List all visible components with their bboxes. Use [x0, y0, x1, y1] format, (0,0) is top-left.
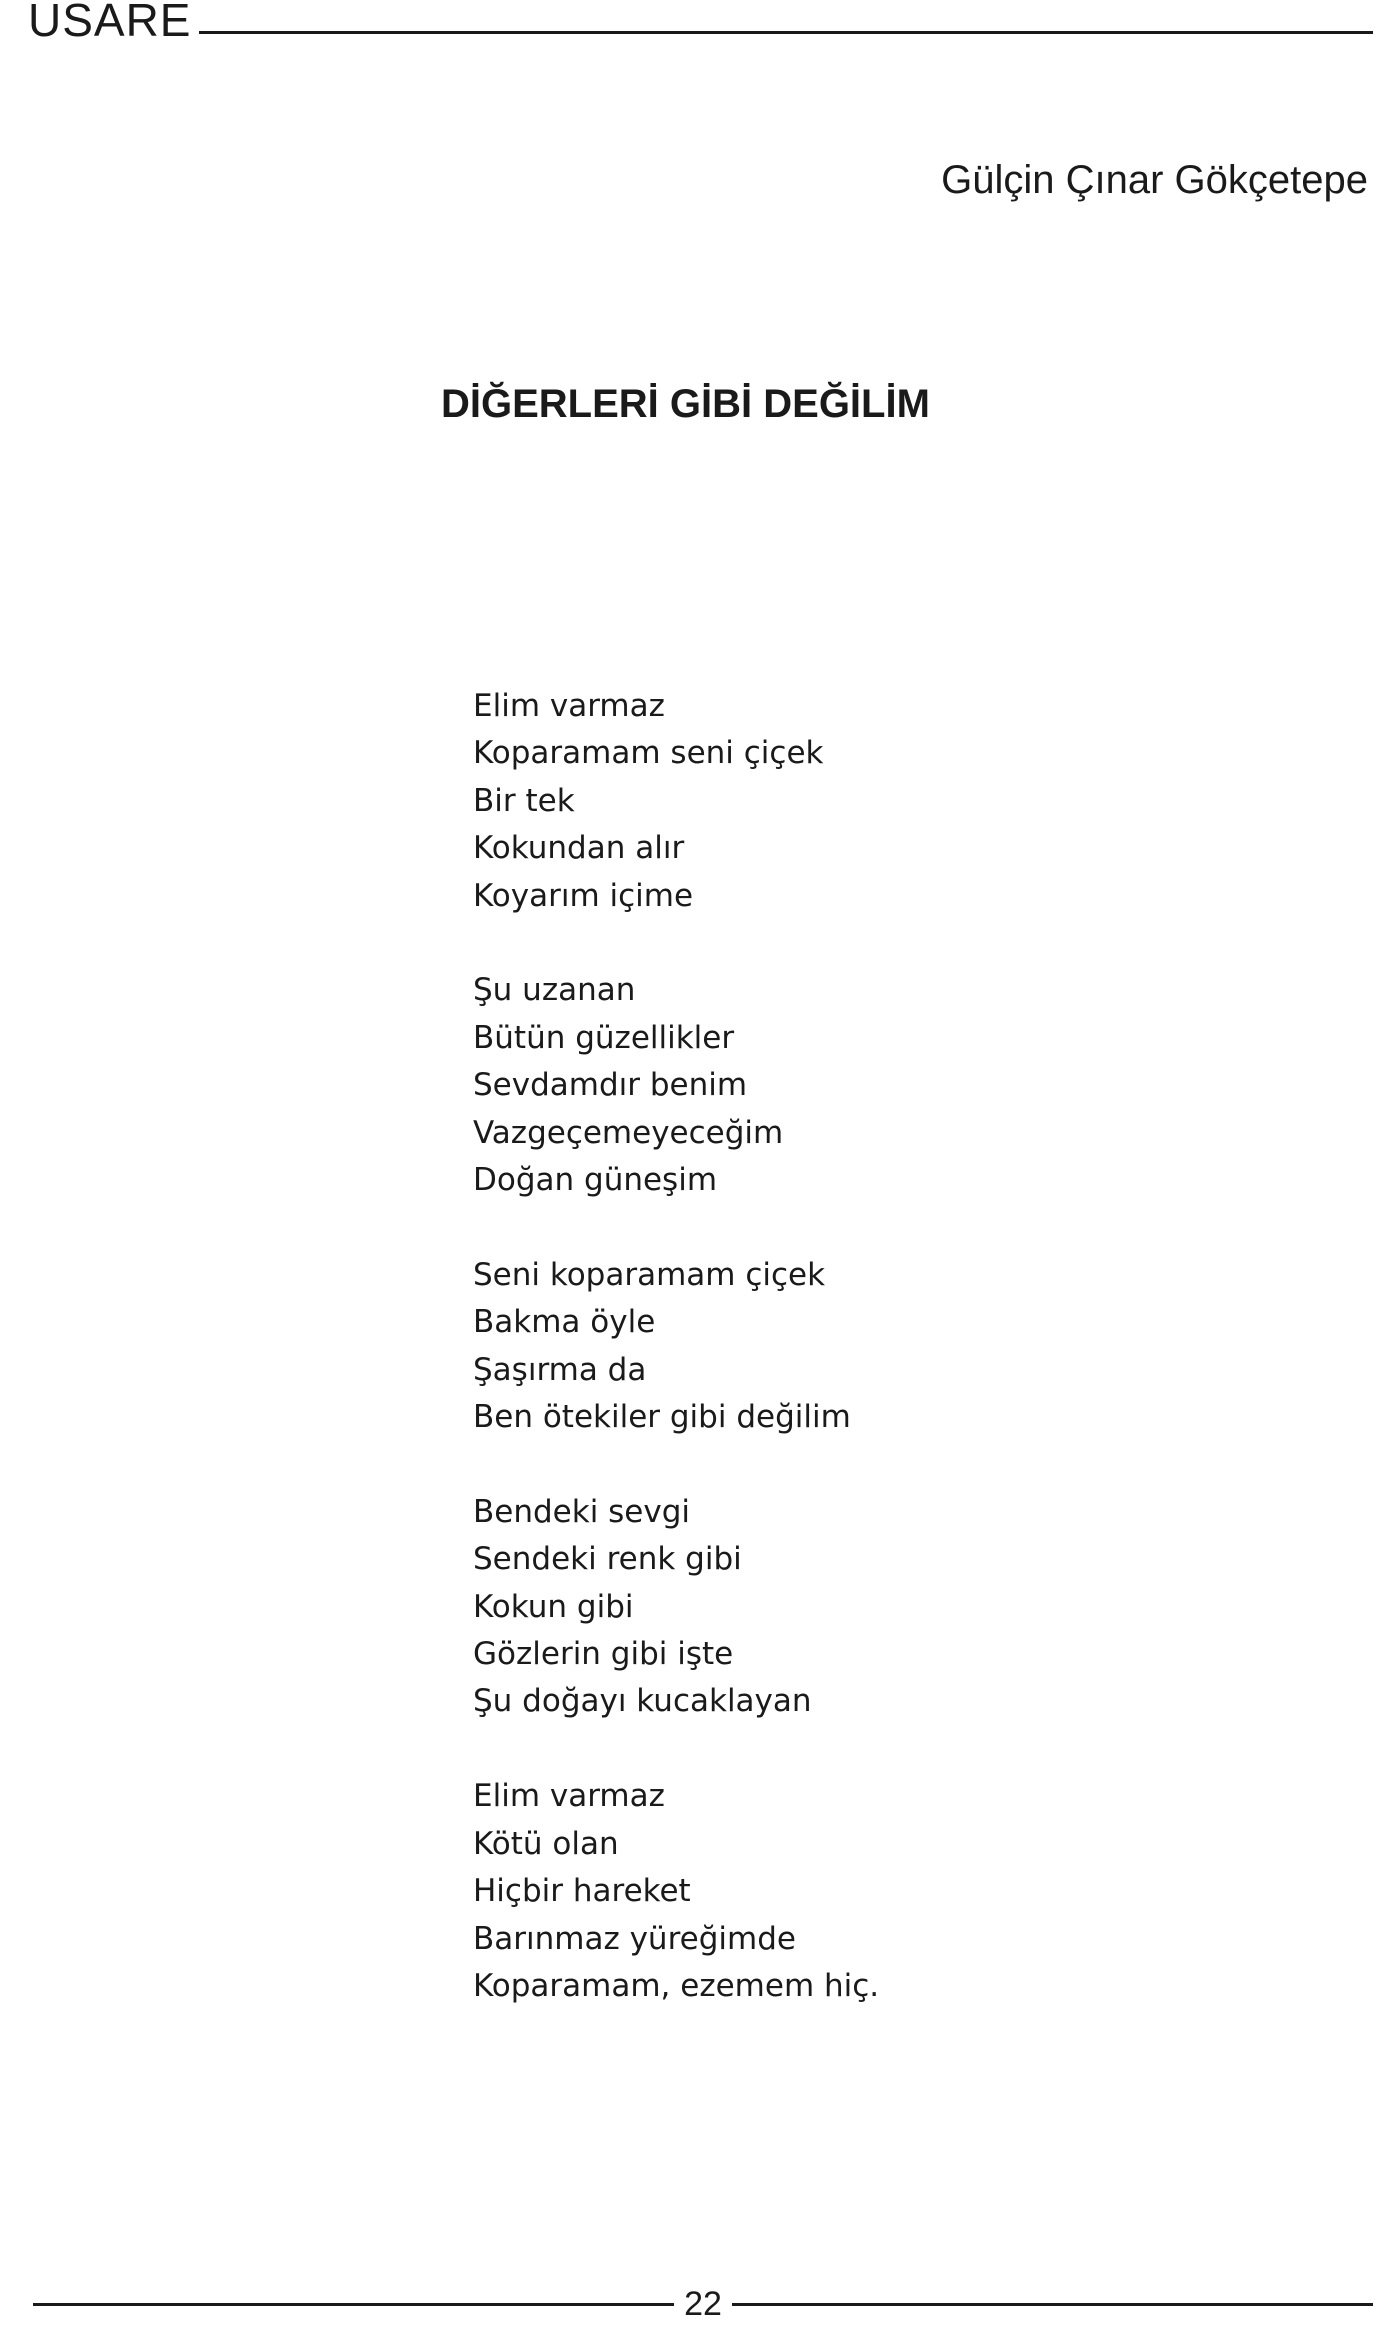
poem-line: Koyarım içime — [473, 877, 694, 914]
poem-line: Vazgeçemeyeceğim — [473, 1114, 784, 1151]
poem-line: Barınmaz yüreğimde — [473, 1920, 796, 1957]
poem-body — [473, 683, 879, 2010]
poem-line: Kötü olan — [473, 1825, 619, 1862]
author-name: Gülçin Çınar Gökçetepe — [941, 158, 1368, 202]
poem-line: Şu uzanan — [473, 972, 636, 1009]
page-header — [28, 0, 1373, 46]
stanza — [473, 683, 879, 920]
footer-rule-right — [732, 2303, 1373, 2306]
poem-title: DİĞERLERİ GİBİ DEĞİLİM — [441, 382, 930, 426]
stanza — [473, 1773, 879, 2010]
poem-line: Şu doğayı kucaklayan — [473, 1683, 812, 1720]
poem-line: Bendeki sevgi — [473, 1493, 691, 1530]
stanza — [473, 967, 879, 1204]
poem-line: Kokundan alır — [473, 830, 685, 867]
poem-line: Bir tek — [473, 782, 575, 819]
poem-line: Sendeki renk gibi — [473, 1541, 742, 1578]
page-footer — [33, 2284, 1373, 2324]
poem-line: Kokun gibi — [473, 1588, 634, 1625]
page-number: 22 — [684, 2285, 722, 2323]
footer-rule-left — [33, 2303, 674, 2306]
poem-line: Bütün güzellikler — [473, 1019, 735, 1056]
poem-line: Şaşırma da — [473, 1351, 647, 1388]
poem-line: Sevdamdır benim — [473, 1067, 748, 1104]
stanza — [473, 1489, 879, 1726]
poem-line: Koparamam seni çiçek — [473, 735, 824, 772]
stanza — [473, 1252, 879, 1442]
journal-name: USARE — [28, 0, 192, 46]
poem-line: Hiçbir hareket — [473, 1873, 691, 1910]
poem-line: Elim varmaz — [473, 1778, 665, 1815]
header-rule — [199, 31, 1373, 34]
poem-line: Koparamam, ezemem hiç. — [473, 1967, 880, 2004]
poem-line: Elim varmaz — [473, 688, 665, 724]
poem-line: Seni koparamam çiçek — [473, 1256, 826, 1293]
poem-line: Bakma öyle — [473, 1304, 656, 1341]
poem-line: Ben ötekiler gibi değilim — [473, 1399, 851, 1436]
poem-line: Gözlerin gibi işte — [473, 1636, 734, 1673]
poem-line: Doğan güneşim — [473, 1162, 718, 1199]
